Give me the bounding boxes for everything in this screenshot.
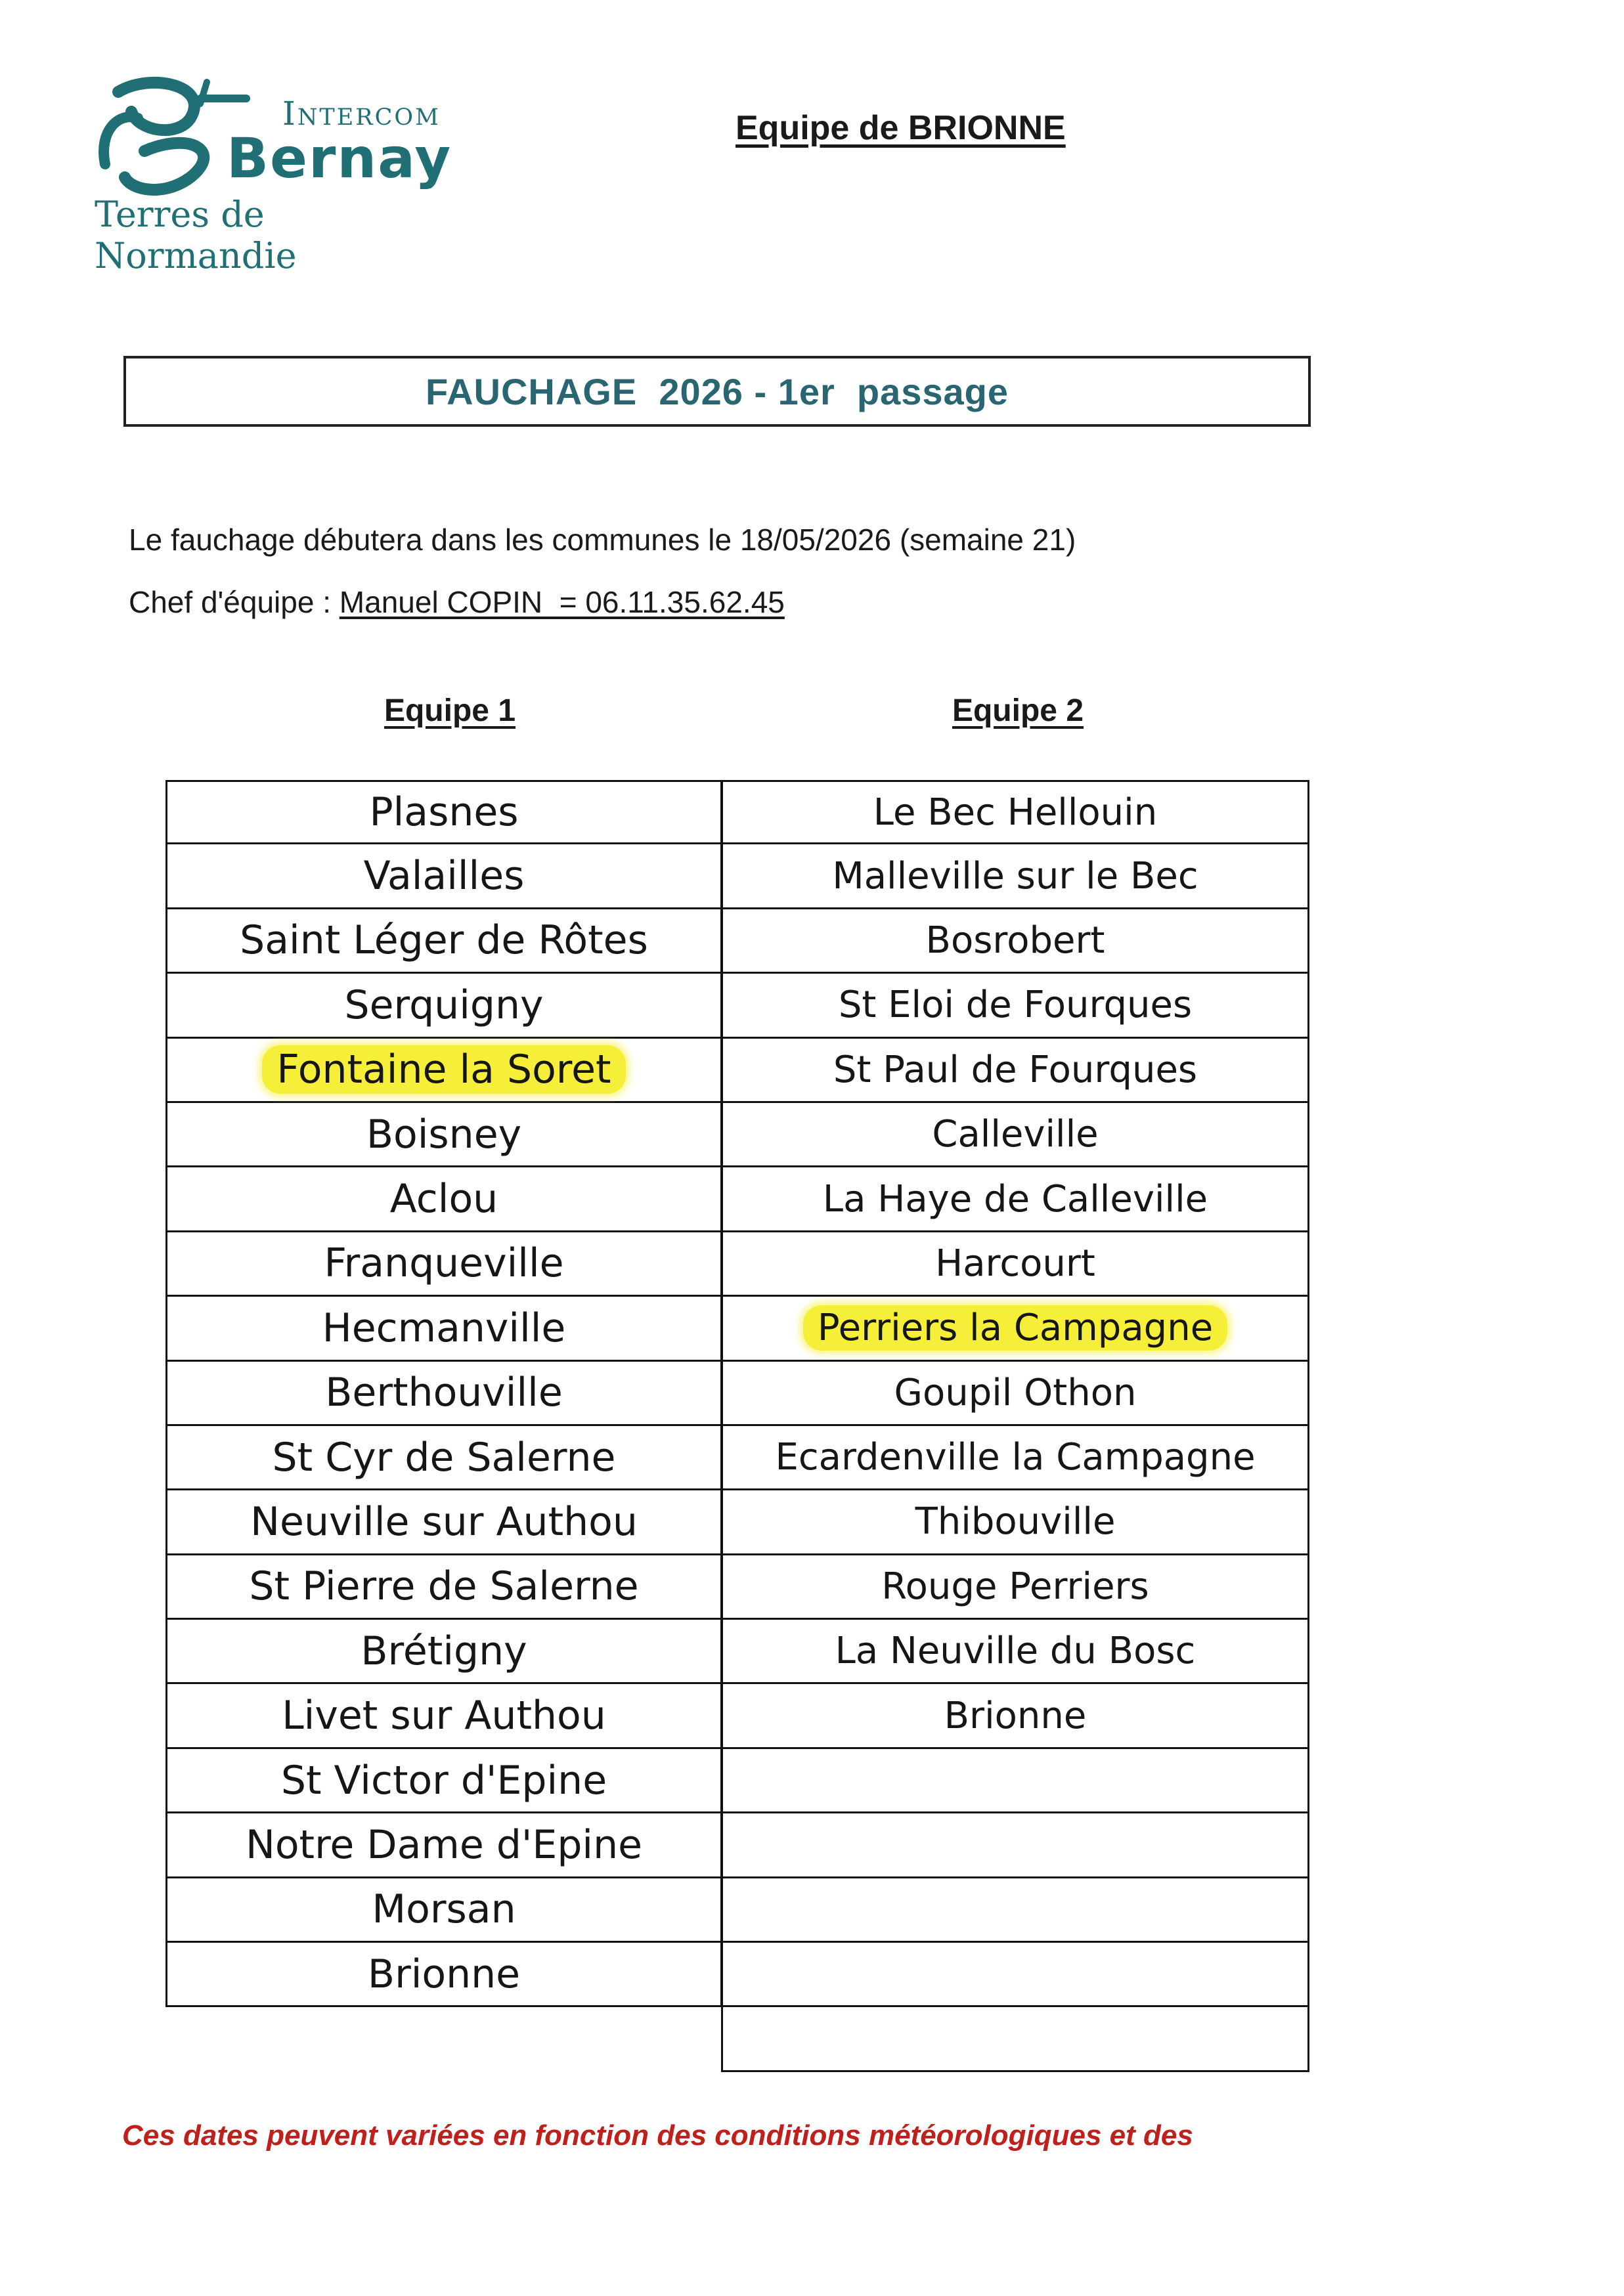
table-row [165,844,722,909]
commune-name: La Haye de Calleville [822,1177,1208,1221]
commune-name: Notre Dame d'Epine [245,1821,643,1868]
table-row [721,1749,1309,1813]
commune-name: Neuville sur Authou [250,1498,638,1545]
table-row [721,780,1309,844]
table-row [165,1426,722,1490]
column-header-team1: Equipe 1 [384,693,516,728]
table-row [721,1555,1309,1620]
logo-bernay-text: Bernay [227,126,452,190]
commune-name: Hecmanville [322,1305,566,1351]
table-row [721,1167,1309,1232]
commune-name: Ecardenville la Campagne [775,1436,1256,1479]
chef-label: Chef d'équipe : [129,585,340,619]
intro-chef [129,584,785,620]
table-row [165,780,722,844]
commune-name: St Eloi de Fourques [838,984,1193,1027]
table-row [721,1426,1309,1490]
table-row [721,1490,1309,1555]
table-row [721,1878,1309,1943]
commune-name: Morsan [372,1886,516,1933]
table-row [165,1555,722,1620]
table-row [721,1297,1309,1361]
table-row [721,1813,1309,1878]
commune-name: Bosrobert [925,919,1105,962]
table-row [165,974,722,1038]
commune-name: Saint Léger de Rôtes [240,917,648,964]
commune-name: Plasnes [369,789,519,836]
table-row [165,1297,722,1361]
team1-table [165,780,722,2007]
team2-table [721,780,1309,2072]
commune-name: Harcourt [935,1242,1095,1285]
table-row [165,1039,722,1103]
commune-name: Goupil Othon [894,1371,1137,1414]
table-row [721,909,1309,974]
table-row [721,1039,1309,1103]
logo-intercom-text: Intercom [282,95,441,133]
commune-name: St Cyr de Salerne [272,1434,616,1481]
table-row [721,2007,1309,2071]
table-row [165,1490,722,1555]
table-row [165,1620,722,1684]
table-row [165,1232,722,1297]
footer-note: Ces dates peuvent variées en fonction des conditions météorologiques et des [122,2119,1193,2152]
table-row [721,1362,1309,1426]
table-row [165,1749,722,1813]
commune-name: Perriers la Campagne [803,1305,1227,1351]
table-row [165,1362,722,1426]
table-row [165,1103,722,1167]
commune-name: St Paul de Fourques [833,1048,1198,1091]
intercom-bernay-logo [92,72,460,276]
banner-title: FAUCHAGE 2026 - 1er passage [425,370,1009,412]
commune-name: Malleville sur le Bec [832,854,1198,898]
commune-name: Le Bec Hellouin [873,791,1158,834]
table-row [165,909,722,974]
table-row [721,1943,1309,2007]
commune-name: Boisney [366,1111,522,1158]
commune-name: Serquigny [344,982,544,1028]
table-row [721,1684,1309,1748]
commune-name: Livet sur Authou [282,1693,606,1739]
commune-name: St Pierre de Salerne [249,1563,639,1610]
commune-name: Thibouville [915,1500,1116,1544]
intro-start-date: Le fauchage débutera dans les communes le 18/05/2026 (semaine 21) [129,523,1076,557]
commune-name: Valailles [363,853,525,899]
commune-name: La Neuville du Bosc [835,1630,1196,1673]
table-row [721,1103,1309,1167]
commune-name: Franqueville [324,1240,564,1287]
table-row [165,1943,722,2007]
logo-terres-text: Terres de Normandie [95,194,297,276]
title-banner [123,356,1311,427]
commune-name: Calleville [932,1113,1099,1156]
commune-name: Aclou [389,1176,498,1223]
table-row [721,1620,1309,1684]
table-row [721,974,1309,1038]
table-row [721,1232,1309,1297]
commune-name: St Victor d'Epine [280,1757,607,1804]
commune-name: Fontaine la Soret [262,1045,625,1094]
commune-name: Brionne [944,1694,1087,1737]
commune-name: Brionne [367,1951,521,1997]
commune-name: Rouge Perriers [881,1565,1149,1608]
chef-value: Manuel COPIN = 06.11.35.62.45 [339,585,785,619]
commune-name: Brétigny [361,1628,527,1674]
team-title: Equipe de BRIONNE [735,109,1066,147]
table-row [721,844,1309,909]
table-row [165,1167,722,1232]
table-row [165,1684,722,1748]
commune-name: Berthouville [325,1370,563,1416]
table-row [165,1878,722,1943]
column-header-team2: Equipe 2 [952,693,1084,728]
table-row [165,1813,722,1878]
